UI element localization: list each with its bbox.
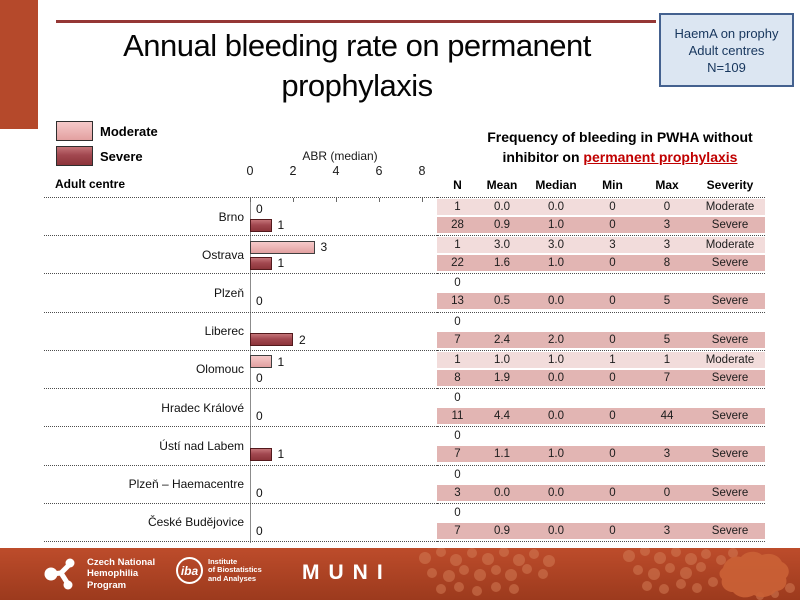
- cell-median: 1.0: [548, 257, 564, 270]
- cell-max: 0: [663, 201, 671, 213]
- page-title: [58, 26, 656, 106]
- cell-mean: 0.5: [494, 295, 510, 308]
- x-tick-0: 0: [246, 164, 254, 178]
- cell-n: 0: [454, 277, 461, 290]
- bar-value-label: 0: [256, 523, 263, 538]
- table-row: [437, 408, 765, 424]
- legend-label-moderate: Moderate: [100, 124, 158, 139]
- chart-row: [44, 389, 437, 427]
- centre-label: Plzeň – Haemacentre: [128, 477, 244, 492]
- table-row: [437, 352, 765, 368]
- chart-row: [44, 236, 437, 274]
- table-row: [437, 428, 765, 444]
- moderate-bar-row: [250, 202, 263, 216]
- centre-label: Ostrava: [201, 247, 244, 262]
- severe-bar-row: [250, 333, 306, 347]
- table-group: [437, 236, 765, 274]
- row-axis-title: Adult centre: [55, 177, 126, 191]
- table-group: [437, 504, 765, 542]
- table-group: [437, 389, 765, 427]
- cell-median: 0.0: [548, 410, 564, 423]
- muni-logo: MUNI: [302, 561, 392, 584]
- table-group: [437, 466, 765, 504]
- bar-chart: [44, 197, 437, 542]
- cell-n: 1: [454, 201, 461, 213]
- cell-mean: 0.0: [494, 486, 510, 499]
- bar-value-label: 0: [256, 370, 263, 385]
- cell-mean: 3.0: [494, 239, 510, 252]
- x-tick-2: 2: [289, 164, 297, 178]
- severe-bar: [250, 219, 272, 232]
- chart-row: [44, 313, 437, 351]
- cell-n: 7: [454, 524, 461, 537]
- cnhp-molecule-icon: [44, 556, 80, 592]
- bar-value-label: 1: [277, 256, 285, 271]
- table-row: [437, 314, 765, 330]
- cell-min: 0: [609, 333, 616, 346]
- cell-max: 3: [663, 219, 671, 231]
- table-title-line1: Frequency of bleeding in PWHA without: [487, 129, 753, 145]
- cell-max: 5: [663, 295, 671, 308]
- severe-bar-row: [250, 409, 263, 423]
- cell-median: 1.0: [548, 353, 564, 366]
- bar-value-label: 0: [256, 202, 263, 216]
- bar-value-label: 1: [277, 354, 285, 369]
- cell-n: 22: [451, 257, 464, 270]
- cell-mean: 1.1: [494, 448, 510, 461]
- cell-n: 7: [454, 448, 461, 461]
- moderate-bar: [250, 241, 315, 254]
- chart-row: [44, 504, 437, 542]
- cell-severity: Severe: [711, 333, 749, 346]
- info-box-line2: Adult centres: [688, 42, 765, 58]
- table-row: [437, 467, 765, 483]
- table-title: [450, 127, 790, 167]
- table-title-highlight: permanent prophylaxis: [583, 149, 738, 165]
- table-row: [437, 446, 765, 462]
- iba-logo-text: Institute of Biostatistics and Analyses: [208, 556, 262, 583]
- bar-value-label: 2: [299, 332, 306, 347]
- col-header-median: Median: [535, 178, 577, 192]
- cell-max: 3: [663, 448, 671, 461]
- cell-min: 1: [609, 353, 616, 366]
- severe-bar: [250, 257, 272, 270]
- severe-bar: [250, 333, 293, 346]
- cell-min: 0: [609, 257, 616, 270]
- cell-min: 0: [609, 410, 616, 423]
- cell-max: 3: [663, 239, 671, 252]
- chart-row: [44, 274, 437, 312]
- severe-bar: [250, 448, 272, 461]
- cell-median: 1.0: [548, 448, 564, 461]
- iba-logo: [176, 557, 262, 584]
- legend-swatch-moderate: [56, 121, 93, 141]
- cell-severity: Severe: [711, 524, 749, 537]
- cell-n: 0: [454, 392, 461, 405]
- cell-min: 0: [609, 371, 616, 384]
- chart-row: [44, 427, 437, 465]
- left-accent-bar: [0, 0, 38, 129]
- severe-bar-row: [250, 218, 284, 232]
- title-rule-line: [56, 20, 656, 23]
- cell-severity: Moderate: [705, 239, 755, 252]
- cell-max: 5: [663, 333, 671, 346]
- severe-bar-row: [250, 294, 263, 308]
- cell-min: 0: [609, 219, 616, 231]
- col-header-n: N: [453, 178, 462, 192]
- legend-swatch-severe: [56, 146, 93, 166]
- col-header-severity: Severity: [706, 178, 754, 192]
- cell-mean: 1.9: [494, 371, 510, 384]
- cell-n: 11: [451, 410, 464, 423]
- cell-max: 1: [663, 353, 671, 366]
- cell-median: 0.0: [548, 295, 564, 308]
- table-row: [437, 505, 765, 521]
- cell-mean: 0.9: [494, 219, 510, 231]
- centre-label: Brno: [218, 209, 244, 224]
- severe-bar-row: [250, 486, 263, 500]
- bar-value-label: 0: [256, 485, 263, 500]
- cell-min: 0: [609, 524, 616, 537]
- moderate-bar-row: [250, 355, 284, 369]
- table-group: [437, 427, 765, 465]
- cell-mean: 1.6: [494, 257, 510, 270]
- cell-severity: Severe: [711, 257, 749, 270]
- table-row: [437, 255, 765, 271]
- info-box-line3: N=109: [707, 59, 746, 75]
- cnhp-logo: [44, 556, 155, 592]
- cnhp-logo-text: Czech National Hemophilia Program: [87, 556, 156, 591]
- cell-min: 0: [609, 448, 616, 461]
- cell-severity: Moderate: [705, 353, 755, 366]
- centre-label: Ústí nad Labem: [159, 438, 244, 453]
- cell-severity: Severe: [711, 371, 749, 384]
- table-group: [437, 313, 765, 351]
- cell-median: 0.0: [548, 524, 564, 537]
- cell-min: 0: [609, 295, 616, 308]
- cell-n: 0: [454, 468, 461, 481]
- cell-median: 0.0: [548, 201, 564, 213]
- centre-label: Liberec: [204, 324, 244, 339]
- table-row: [437, 199, 765, 215]
- centre-label: Hradec Králové: [161, 400, 244, 415]
- cell-max: 7: [663, 371, 671, 384]
- table-title-line2: inhibitor on permanent prophylaxis: [502, 149, 738, 165]
- cell-severity: Severe: [711, 448, 749, 461]
- col-header-min: Min: [602, 178, 623, 192]
- cell-min: 0: [609, 201, 616, 213]
- cell-n: 3: [454, 486, 461, 499]
- stats-table: [437, 197, 765, 542]
- table-row: [437, 332, 765, 348]
- chart-row: [44, 351, 437, 389]
- x-tick-6: 6: [375, 164, 383, 178]
- bar-value-label: 0: [256, 409, 263, 424]
- cell-n: 8: [454, 371, 461, 384]
- cell-median: 0.0: [548, 371, 564, 384]
- bar-value-label: 0: [256, 294, 263, 309]
- cell-n: 0: [454, 506, 461, 519]
- table-group: [437, 198, 765, 236]
- centre-label: České Budějovice: [147, 515, 244, 530]
- legend-label-severe: Severe: [100, 149, 143, 164]
- cell-mean: 1.0: [494, 353, 510, 366]
- cell-max: 8: [663, 257, 671, 270]
- bar-value-label: 1: [277, 218, 285, 232]
- cell-n: 0: [454, 315, 461, 328]
- col-header-max: Max: [655, 178, 679, 192]
- table-header-row: [437, 178, 765, 192]
- cell-severity: Severe: [711, 410, 749, 423]
- cell-mean: 0.0: [494, 201, 510, 213]
- centre-label: Olomouc: [195, 362, 244, 377]
- cell-mean: 2.4: [494, 333, 510, 346]
- col-header-mean: Mean: [486, 178, 518, 192]
- info-box: [659, 13, 794, 87]
- cell-max: 3: [663, 524, 671, 537]
- table-row: [437, 390, 765, 406]
- cell-median: 2.0: [548, 333, 564, 346]
- chart-row: [44, 198, 437, 236]
- table-group: [437, 274, 765, 312]
- cell-median: 0.0: [548, 486, 564, 499]
- cell-severity: Severe: [711, 295, 749, 308]
- severe-bar-row: [250, 447, 284, 461]
- severe-bar-row: [250, 524, 263, 538]
- cell-severity: Moderate: [705, 201, 755, 213]
- bar-value-label: 1: [277, 447, 285, 462]
- cell-n: 1: [454, 353, 461, 366]
- cell-mean: 0.9: [494, 524, 510, 537]
- severe-bar-row: [250, 371, 263, 385]
- severe-bar-row: [250, 256, 284, 270]
- centre-label: Plzeň: [213, 286, 244, 301]
- footer-bar: [0, 548, 800, 600]
- moderate-bar: [250, 355, 272, 368]
- moderate-bar-row: [250, 240, 327, 254]
- cell-median: 1.0: [548, 219, 564, 231]
- cell-n: 0: [454, 430, 461, 443]
- table-row: [437, 370, 765, 386]
- x-tick-4: 4: [332, 164, 340, 178]
- bar-value-label: 3: [320, 240, 328, 255]
- cell-median: 3.0: [548, 239, 564, 252]
- x-tick-8: 8: [418, 164, 426, 178]
- table-group: [437, 351, 765, 389]
- cell-min: 0: [609, 486, 616, 499]
- table-row: [437, 237, 765, 253]
- table-row: [437, 523, 765, 539]
- chart-rows: [44, 198, 437, 542]
- cell-max: 44: [660, 410, 674, 423]
- cell-n: 7: [454, 333, 461, 346]
- cell-n: 28: [451, 219, 464, 231]
- table-row: [437, 485, 765, 501]
- chart-row: [44, 466, 437, 504]
- table-row: [437, 293, 765, 309]
- info-box-line1: HaemA on prophy: [674, 25, 779, 41]
- iba-logo-icon: iba: [176, 557, 203, 584]
- table-row: [437, 275, 765, 291]
- cell-severity: Severe: [711, 486, 749, 499]
- table-row: [437, 217, 765, 233]
- x-axis-title: ABR (median): [302, 149, 378, 163]
- page-title-line1: Annual bleeding rate on permanent: [123, 28, 591, 63]
- cell-n: 13: [451, 295, 464, 308]
- cell-mean: 4.4: [494, 410, 510, 423]
- cell-n: 1: [454, 239, 461, 252]
- czech-map-shape: [719, 552, 788, 598]
- cell-min: 3: [609, 239, 616, 252]
- page-title-line2: prophylaxis: [281, 68, 433, 103]
- cell-max: 0: [663, 486, 671, 499]
- cell-severity: Severe: [711, 219, 749, 231]
